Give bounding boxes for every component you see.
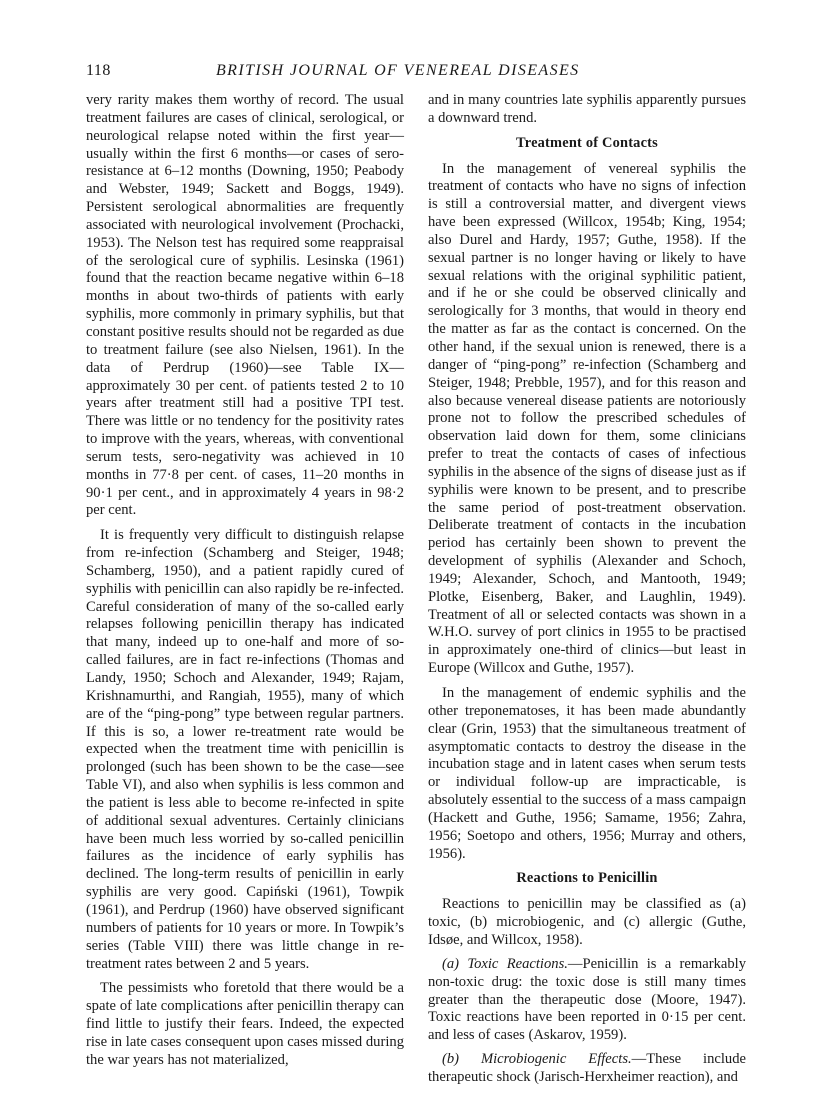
paragraph-downward-trend: and in many countries late syphilis apparently pursues a downward trend. [428, 92, 746, 126]
microbiogenic-body: —These include therapeutic shock (Jarisch-Herxheimer reaction), and [428, 1051, 746, 1085]
journal-title: BRITISH JOURNAL OF VENEREAL DISEASES [216, 62, 580, 79]
left-column [86, 92, 404, 1077]
paragraph-toxic-reactions [428, 956, 746, 1045]
page-header [86, 62, 730, 84]
paragraph-failures: very rarity makes them worthy of record. The usual treatment failures are cases of clinical, serological, or neurological relapse noted within the first year— usually within the first 6 months—or cases of sero-resistance at 6–12 months (Downing, 1950; Peabody and Webster, 1949; Sackett and Boggs, 1949). Persistent serological abnormalities are frequently associated with neurological involvement (Prochacki, 1953). The Nelson test has required some reappraisal of the serological cure of syphilis. Lesinska (1961) found that the reaction became negative within 6–18 months in about two-thirds of patients with early syphilis, more commonly in primary syphilis, but that constant positive results should not be regarded as due to treatment failure (see also Nielsen, 1961). In the data of Perdrup (1960)—see Table IX—approximately 30 per cent. of patients tested 2 to 10 years after treatment still had a positive TPI test. There was little or no tendency for the positivity rates to improve with the years, whereas, with conventional serum tests, sero-negativity was achieved in 10 months in 77·8 per cent. of cases, 11–20 months in 90·1 per cent., and in approximately 4 years in 98·2 per cent. [86, 92, 404, 519]
paragraph-reactions-intro: Reactions to penicillin may be classified as (a) toxic, (b) microbiogenic, and (c) allergic (Guthe, Idsøe, and Willcox, 1958). [428, 896, 746, 948]
right-column [428, 92, 746, 1093]
toxic-reactions-body: —Penicillin is a remarkably non-toxic drug: the toxic dose is still many times greater than the therapeutic dose (Moore, 1947). Toxic reactions have been reported in 0·15 per cent. and less of cases (Askarov, 1959). [428, 955, 747, 1044]
paragraph-venereal-contacts: In the management of venereal syphilis the treatment of contacts who have no signs of infection is still a controversial matter, and divergent views have been expressed (Willcox, 1954b; King, 1954; also Durel and Hardy, 1957; Guthe, 1958). If the sexual partner is no longer having or likely to have sexual relations with the original syphilitic patient, and if he or she could be observed clinically and serologically for 3 months, that would in theory end the matter as far as the contact is concerned. On the other hand, if the sexual union is renewed, there is a danger of “ping-pong” re-infection (Schamberg and Steiger, 1948; Prebble, 1957), and for this reason and also because venereal disease patients are notoriously prone not to follow the prescribed schedules of observation laid down for them, some clinicians prefer to treat the contacts of cases of infectious syphilis in the absence of the signs of disease just as if syphilis were known to be present, and to prescribe the same period of post-treatment observation. Deliberate treatment of contacts in the incubation period has certainly been shown to prevent the development of syphilis (Alexander and Schoch, 1949; Alexander, Schoch, and Mantooth, 1949; Plotke, Eisenberg, Baker, and Laughlin, 1949). Treatment of all or selected contacts was shown in a W.H.O. survey of port clinics in 1955 to be practised in approximately one-third of clinics—but least in Europe (Willcox and Guthe, 1957). [428, 160, 746, 677]
heading-reactions-to-penicillin: Reactions to Penicillin [516, 870, 658, 887]
paragraph-endemic-contacts: In the management of endemic syphilis and the other treponematoses, it has been made abundantly clear (Grin, 1953) that the simultaneous treatment of asymptomatic contacts to destroy the disease in the incubation stage and in latent cases when serum tests or individual follow-up are impracticable, is absolutely essential to the success of a mass campaign (Hackett and Guthe, 1956; Samame, 1956; Zahra, 1956; Soetopo and others, 1956; Murray and others, 1956). [428, 685, 746, 862]
page-number: 118 [86, 62, 111, 79]
toxic-reactions-lead: (a) Toxic Reactions. [442, 955, 568, 972]
paragraph-microbiogenic-effects [428, 1051, 746, 1087]
heading-treatment-of-contacts: Treatment of Contacts [516, 134, 658, 151]
paragraph-reinfection: It is frequently very difficult to distinguish relapse from re-infection (Schamberg and Steiger, 1948; Schamberg, 1950), and a patient rapidly cured of syphilis with penicillin can also rapidly be re-infected. Careful consideration of many of the so-called early relapses following penicillin therapy has indicated that many, indeed up to one-half and more of so-called failures, are in fact re-infections (Thomas and Landy, 1950; Schoch and Alexander, 1949; Rajam, Krishnamurthi, and Rangiah, 1955), many of which are of the “ping-pong” type between regular partners. If this is so, a lower re-treatment rate would be expected when the treatment time with penicillin is prolonged (such has been shown to be the case—see Table VI), and also when syphilis is less common and the patient is less able to become re-infected in spite of additional sexual adventures. Certainly clinicians have been much less worried by so-called penicillin failures as the incidence of early syphilis has declined. The long-term results of penicillin in early syphilis are very good. Capiński (1961), Towpik (1961), and Perdrup (1960) have observed significant numbers of patients for 10 years or more. In Towpik’s series (Table VIII) there was little change in re-treatment rates between 2 and 5 years. [86, 527, 404, 972]
paragraph-pessimists: The pessimists who foretold that there would be a spate of late complications after penicillin therapy can find little to justify their fears. Indeed, the expected rise in late cases consequent upon cases missed during the war years has not materialized, [86, 980, 404, 1068]
microbiogenic-lead: (b) Microbiogenic Effects. [442, 1051, 632, 1068]
